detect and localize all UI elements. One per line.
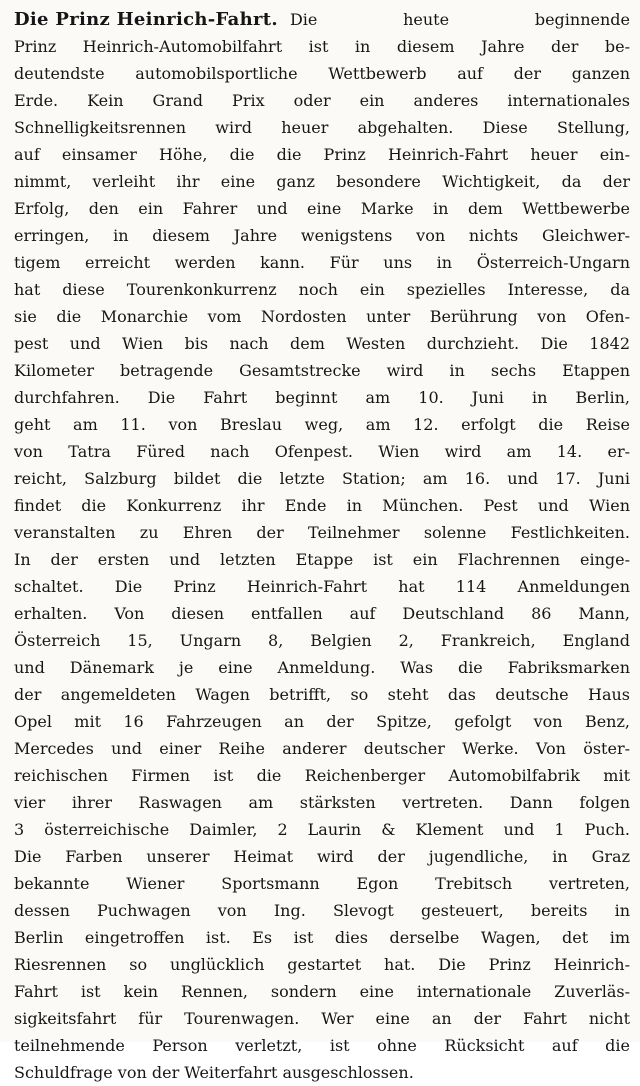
article-line: Erde. Kein Grand Prix oder ein anderes internationales bbox=[14, 91, 630, 110]
article-line: reichischen Firmen ist die Reichenberger Automobilfabrik mit bbox=[14, 766, 630, 785]
article-line: vier ihrer Raswagen am stärksten vertreten. Dann folgen bbox=[14, 793, 630, 812]
article-line: Kilometer betragende Gesamtstrecke wird in sechs Etappen bbox=[14, 361, 630, 380]
article-line: von Tatra Füred nach Ofenpest. Wien wird am 14. er- bbox=[14, 442, 630, 461]
article-line: sie die Monarchie vom Nordosten unter Berührung von Ofen- bbox=[14, 307, 630, 326]
article-line: Österreich 15, Ungarn 8, Belgien 2, Frankreich, England bbox=[14, 631, 630, 650]
article-line: bekannte Wiener Sportsmann Egon Trebitsch vertreten, bbox=[14, 874, 630, 893]
article-line: tigem erreicht werden kann. Für uns in Österreich-Ungarn bbox=[14, 253, 630, 272]
article-line: der angemeldeten Wagen betrifft, so steht das deutsche Haus bbox=[14, 685, 630, 704]
article-line: Schuldfrage von der Weiterfahrt ausgeschlossen. bbox=[14, 1063, 414, 1082]
article-line: und Dänemark je eine Anmeldung. Was die Fabriksmarken bbox=[14, 658, 630, 677]
article-line: deutendste automobilsportliche Wettbewerb auf der ganzen bbox=[14, 64, 630, 83]
article-line: sigkeitsfahrt für Tourenwagen. Wer eine an der Fahrt nicht bbox=[14, 1009, 630, 1028]
article-first-line bbox=[14, 6, 630, 33]
article-line: Prinz Heinrich-Automobilfahrt ist in diesem Jahre der be- bbox=[14, 37, 630, 56]
article-line: findet die Konkurrenz ihr Ende in München. Pest und Wien bbox=[14, 496, 630, 515]
article-line: geht am 11. von Breslau weg, am 12. erfolgt die Reise bbox=[14, 415, 630, 434]
article-line: Fahrt ist kein Rennen, sondern eine internationale Zuverläs- bbox=[14, 982, 630, 1001]
article-line: Berlin eingetroffen ist. Es ist dies derselbe Wagen, det im bbox=[14, 928, 630, 947]
article-line: erhalten. Von diesen entfallen auf Deutschland 86 Mann, bbox=[14, 604, 630, 623]
article-line: nimmt, verleiht ihr eine ganz besondere Wichtigkeit, da der bbox=[14, 172, 630, 191]
article-line: Riesrennen so unglücklich gestartet hat. Die Prinz Heinrich- bbox=[14, 955, 630, 974]
article-title: Die Prinz Heinrich-Fahrt. bbox=[14, 9, 278, 30]
article-line: 3 österreichische Daimler, 2 Laurin & Klement und 1 Puch. bbox=[14, 820, 630, 839]
article-line: Mercedes und einer Reihe anderer deutscher Werke. Von öster- bbox=[14, 739, 630, 758]
article-line: Erfolg, den ein Fahrer und eine Marke in dem Wettbewerbe bbox=[14, 199, 630, 218]
article-line: reicht, Salzburg bildet die letzte Station; am 16. und 17. Juni bbox=[14, 469, 630, 488]
newspaper-article bbox=[14, 6, 630, 1086]
article-line: veranstalten zu Ehren der Teilnehmer solenne Festlichkeiten. bbox=[14, 523, 630, 542]
article-line: pest und Wien bis nach dem Westen durchzieht. Die 1842 bbox=[14, 334, 630, 353]
article-line: auf einsamer Höhe, die die Prinz Heinrich-Fahrt heuer ein- bbox=[14, 145, 630, 164]
article-line: Die Farben unserer Heimat wird der jugendliche, in Graz bbox=[14, 847, 630, 866]
article-line: Opel mit 16 Fahrzeugen an der Spitze, gefolgt von Benz, bbox=[14, 712, 630, 731]
article-line: schaltet. Die Prinz Heinrich-Fahrt hat 114 Anmeldungen bbox=[14, 577, 630, 596]
article-line: In der ersten und letzten Etappe ist ein Flachrennen einge- bbox=[14, 550, 630, 569]
article-line: Schnelligkeitsrennen wird heuer abgehalten. Diese Stellung, bbox=[14, 118, 630, 137]
article-line: hat diese Tourenkonkurrenz noch ein spezielles Interesse, da bbox=[14, 280, 630, 299]
article-line: dessen Puchwagen von Ing. Slevogt gesteuert, bereits in bbox=[14, 901, 630, 920]
article-body bbox=[14, 33, 630, 1086]
article-line: durchfahren. Die Fahrt beginnt am 10. Juni in Berlin, bbox=[14, 388, 630, 407]
article-line: erringen, in diesem Jahre wenigstens von nichts Gleichwer- bbox=[14, 226, 630, 245]
article-first-line-text: Die heute beginnende bbox=[289, 10, 630, 29]
article-line: teilnehmende Person verletzt, ist ohne Rücksicht auf die bbox=[14, 1036, 630, 1055]
